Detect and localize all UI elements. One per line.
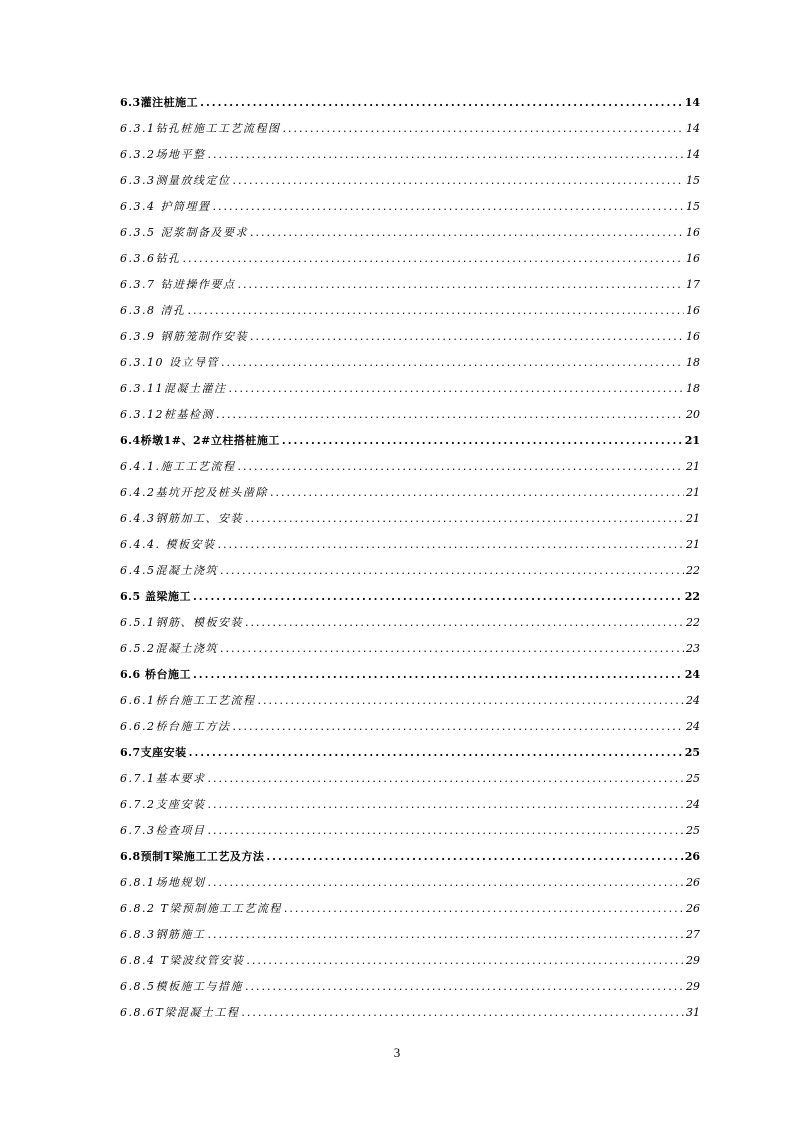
toc-leader-dots [208,142,685,168]
toc-entry-page: 24 [684,668,700,681]
toc-subsection-entry[interactable] [120,454,700,480]
toc-entry-page: 17 [686,278,700,291]
toc-subsection-entry[interactable] [120,246,700,272]
toc-leader-dots [258,688,685,714]
toc-entry-label: 6.4.5混凝土浇筑 [120,564,218,577]
toc-leader-dots [283,116,685,142]
toc-entry-label: 6.8.1场地规划 [120,876,206,889]
toc-entry-page: 23 [686,642,700,655]
toc-entry-label: 6.6 桥台施工 [120,668,191,681]
toc-section-entry[interactable] [120,662,700,688]
toc-entry-page: 24 [686,798,700,811]
toc-leader-dots [208,792,685,818]
toc-leader-dots [266,844,682,870]
toc-subsection-entry[interactable] [120,688,700,714]
toc-entry-page: 21 [686,486,700,499]
toc-entry-page: 16 [686,330,700,343]
toc-subsection-entry[interactable] [120,792,700,818]
toc-subsection-entry[interactable] [120,714,700,740]
toc-entry-page: 18 [686,356,700,369]
toc-leader-dots [233,168,685,194]
toc-entry-label: 6.4.1.施工工艺流程 [120,460,236,473]
toc-entry-page: 21 [686,538,700,551]
toc-entry-label: 6.4.2基坑开挖及桩头凿除 [120,486,268,499]
toc-entry-page: 16 [686,252,700,265]
toc-subsection-entry[interactable] [120,324,700,350]
toc-leader-dots [221,350,684,376]
toc-leader-dots [245,610,684,636]
toc-leader-dots [250,324,684,350]
toc-entry-label: 6.3.12桩基检测 [120,408,214,421]
toc-leader-dots [245,506,684,532]
toc-entry-page: 15 [686,200,700,213]
toc-entry-page: 16 [686,304,700,317]
toc-subsection-entry[interactable] [120,220,700,246]
toc-leader-dots [246,948,684,974]
toc-subsection-entry[interactable] [120,896,700,922]
toc-subsection-entry[interactable] [120,1000,700,1026]
toc-section-entry[interactable] [120,90,700,116]
toc-subsection-entry[interactable] [120,610,700,636]
toc-entry-page: 20 [686,408,700,421]
toc-subsection-entry[interactable] [120,532,700,558]
toc-entry-label: 6.7.1基本要求 [120,772,206,785]
toc-entry-page: 24 [686,720,700,733]
toc-entry-page: 26 [686,876,700,889]
toc-entry-label: 6.6.2桥台施工方法 [120,720,231,733]
toc-entry-page: 25 [686,824,700,837]
toc-subsection-entry[interactable] [120,558,700,584]
toc-leader-dots [245,974,684,1000]
toc-subsection-entry[interactable] [120,298,700,324]
toc-leader-dots [238,272,685,298]
toc-entry-label: 6.3.7 钻进操作要点 [120,278,236,291]
toc-subsection-entry[interactable] [120,870,700,896]
toc-entry-label: 6.3.8 清孔 [120,304,186,317]
toc-leader-dots [193,584,683,610]
toc-entry-label: 6.3.2场地平整 [120,148,206,161]
toc-leader-dots [208,870,685,896]
toc-entry-page: 27 [686,928,700,941]
toc-entry-label: 6.3.4 护筒埋置 [120,200,211,213]
page-number: 3 [393,1045,401,1060]
toc-subsection-entry[interactable] [120,480,700,506]
toc-entry-label: 6.7支座安装 [120,746,187,759]
toc-entry-label: 6.3.11混凝土灌注 [120,382,227,395]
toc-subsection-entry[interactable] [120,974,700,1000]
toc-subsection-entry[interactable] [120,948,700,974]
toc-entry-label: 6.3.1钻孔桩施工工艺流程图 [120,122,281,135]
toc-entry-label: 6.5.1钢筋、模板安装 [120,616,243,629]
toc-subsection-entry[interactable] [120,376,700,402]
toc-entry-page: 16 [686,226,700,239]
toc-entry-label: 6.8.6T梁混凝土工程 [120,1006,240,1019]
toc-entry-label: 6.8.4 T梁波纹管安装 [120,954,245,967]
toc-section-entry[interactable] [120,740,700,766]
toc-subsection-entry[interactable] [120,766,700,792]
toc-leader-dots [220,558,684,584]
toc-entry-page: 14 [684,96,700,109]
toc-leader-dots [220,636,684,662]
toc-leader-dots [217,532,684,558]
toc-section-entry[interactable] [120,584,700,610]
toc-leader-dots [208,922,685,948]
toc-entry-label: 6.4.3钢筋加工、安装 [120,512,243,525]
toc-entry-page: 29 [686,980,700,993]
toc-leader-dots [193,662,683,688]
toc-entry-label: 6.8.5模板施工与措施 [120,980,243,993]
toc-entry-page: 22 [686,564,700,577]
toc-entry-page: 14 [686,122,700,135]
toc-subsection-entry[interactable] [120,142,700,168]
toc-entry-page: 22 [684,590,700,603]
toc-section-entry[interactable] [120,428,700,454]
toc-leader-dots [183,246,685,272]
table-of-contents [120,90,700,1026]
toc-entry-page: 26 [686,902,700,915]
toc-entry-label: 6.4桥墩1#、2#立柱搭桩施工 [120,434,280,447]
toc-entry-label: 6.3.6钻孔 [120,252,181,265]
toc-entry-page: 18 [686,382,700,395]
toc-entry-page: 21 [686,512,700,525]
toc-subsection-entry[interactable] [120,168,700,194]
toc-entry-page: 24 [686,694,700,707]
toc-entry-label: 6.8预制T梁施工工艺及方法 [120,850,265,863]
toc-subsection-entry[interactable] [120,350,700,376]
toc-subsection-entry[interactable] [120,636,700,662]
toc-entry-page: 21 [686,460,700,473]
toc-leader-dots [250,220,684,246]
toc-entry-page: 25 [686,772,700,785]
toc-entry-label: 6.3灌注桩施工 [120,96,199,109]
toc-subsection-entry[interactable] [120,116,700,142]
toc-subsection-entry[interactable] [120,402,700,428]
toc-subsection-entry[interactable] [120,506,700,532]
toc-leader-dots [233,714,685,740]
toc-entry-label: 6.6.1桥台施工工艺流程 [120,694,256,707]
toc-entry-label: 6.3.3测量放线定位 [120,174,231,187]
toc-entry-page: 26 [684,850,700,863]
toc-entry-label: 6.3.9 钢筋笼制作安装 [120,330,248,343]
toc-entry-label: 6.5 盖梁施工 [120,590,191,603]
toc-subsection-entry[interactable] [120,922,700,948]
toc-leader-dots [282,428,683,454]
toc-leader-dots [284,896,684,922]
toc-leader-dots [213,194,685,220]
toc-subsection-entry[interactable] [120,272,700,298]
toc-entry-page: 31 [686,1006,700,1019]
toc-leader-dots [189,740,683,766]
toc-entry-page: 15 [686,174,700,187]
toc-subsection-entry[interactable] [120,818,700,844]
toc-leader-dots [188,298,685,324]
toc-leader-dots [200,90,683,116]
toc-leader-dots [238,454,685,480]
toc-subsection-entry[interactable] [120,194,700,220]
toc-leader-dots [208,818,685,844]
toc-leader-dots [229,376,685,402]
toc-entry-label: 6.7.2支座安装 [120,798,206,811]
toc-leader-dots [270,480,684,506]
toc-entry-label: 6.3.5 泥浆制备及要求 [120,226,248,239]
toc-entry-page: 25 [684,746,700,759]
toc-entry-page: 22 [686,616,700,629]
toc-entry-label: 6.8.2 T梁预制施工工艺流程 [120,902,282,915]
toc-entry-label: 6.4.4. 模板安装 [120,538,216,551]
toc-entry-page: 21 [684,434,700,447]
toc-entry-page: 14 [686,148,700,161]
toc-entry-page: 29 [686,954,700,967]
toc-section-entry[interactable] [120,844,700,870]
toc-entry-label: 6.7.3检查项目 [120,824,206,837]
toc-leader-dots [216,402,684,428]
toc-entry-label: 6.3.10 设立导管 [120,356,219,369]
toc-entry-label: 6.5.2混凝土浇筑 [120,642,218,655]
toc-leader-dots [241,1000,684,1026]
toc-entry-label: 6.8.3钢筋施工 [120,928,206,941]
toc-leader-dots [208,766,685,792]
